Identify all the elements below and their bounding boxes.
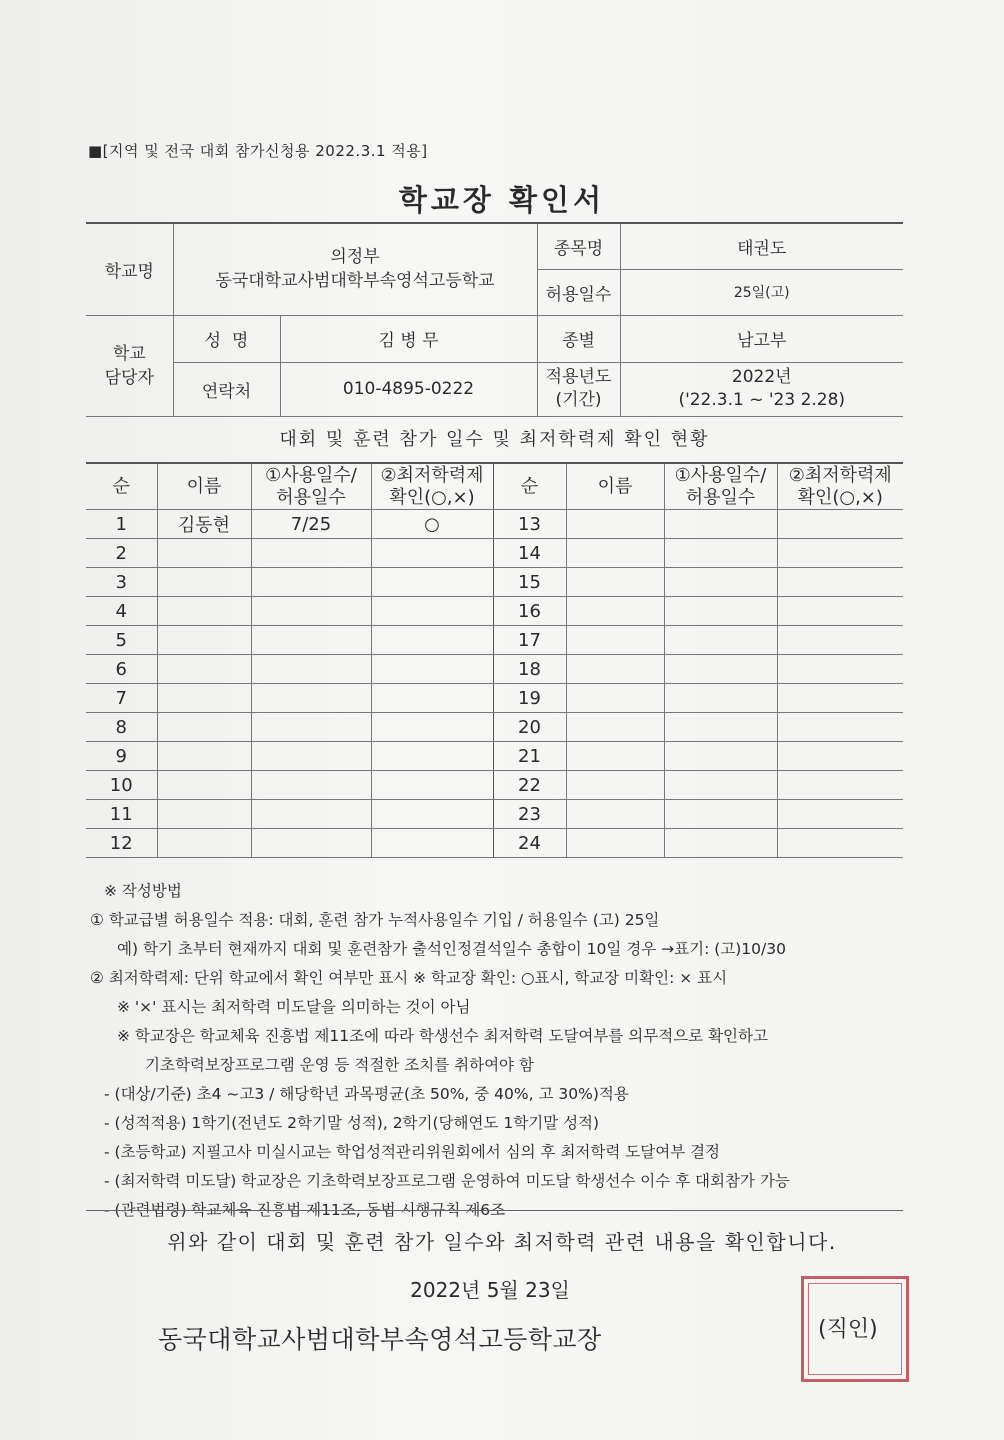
row-no-right: 21 <box>493 742 566 771</box>
row-check-left <box>371 771 493 800</box>
name-value: 김 병 무 <box>280 315 537 362</box>
col-check-right <box>777 463 903 510</box>
row-days-left <box>251 539 371 568</box>
row-check-left <box>371 713 493 742</box>
col-days-right-line1: ①사용일수/ <box>674 464 767 486</box>
row-name-right <box>566 742 664 771</box>
contact-value: 010-4895-0222 <box>280 362 537 416</box>
row-check-right <box>777 684 903 713</box>
row-no-left: 9 <box>86 742 157 771</box>
row-days-left <box>251 655 371 684</box>
row-name-left <box>157 597 251 626</box>
notes-heading: ※ 작성방법 <box>104 882 182 900</box>
note-line-2: 예) 학기 초부터 현재까지 대회 및 훈련참가 출석인정결석일수 총합이 10일 경우 →표기: (고)10/30 <box>117 940 786 958</box>
col-name-left: 이름 <box>157 463 251 510</box>
row-name-right <box>566 626 664 655</box>
apply-year-label <box>537 362 620 416</box>
row-no-left: 4 <box>86 597 157 626</box>
division-label: 종별 <box>537 315 620 362</box>
table-row <box>86 771 903 800</box>
note-line-3: ② 최저학력제: 단위 학교에서 확인 여부만 표시 ※ 학교장 확인: ○표시, 학교장 미확인: × 표시 <box>90 969 728 987</box>
note-line-9: - (초등학교) 지필고사 미실시교는 학업성적관리위원회에서 심의 후 최저학력 도달여부 결정 <box>104 1143 721 1161</box>
col-name-right: 이름 <box>566 463 664 510</box>
contact-label: 연락처 <box>173 362 280 416</box>
row-days-left <box>251 800 371 829</box>
row-name-left <box>157 713 251 742</box>
table-row <box>86 829 903 858</box>
row-days-left <box>251 684 371 713</box>
row-check-right <box>777 742 903 771</box>
row-days-right <box>664 771 777 800</box>
row-no-left: 3 <box>86 568 157 597</box>
writing-instructions <box>90 877 910 1225</box>
row-check-left <box>371 626 493 655</box>
row-days-right <box>664 597 777 626</box>
confirmation-statement: 위와 같이 대회 및 훈련 참가 일수와 최저학력 관련 내용을 확인합니다. <box>167 1230 837 1254</box>
seal-label: (직인) <box>818 1317 878 1342</box>
col-check-right-line1: ②최저학력제 <box>788 464 892 486</box>
row-name-left <box>157 800 251 829</box>
row-days-right <box>664 829 777 858</box>
table-row <box>86 800 903 829</box>
note-line-5: ※ 학교장은 학교체육 진흥법 제11조에 따라 학생선수 최저학력 도달여부를 의무적으로 확인하고 <box>117 1027 768 1045</box>
table-row <box>86 684 903 713</box>
col-check-left-line1: ②최저학력제 <box>380 464 484 486</box>
school-name-label: 학교명 <box>86 223 173 315</box>
row-days-right <box>664 539 777 568</box>
row-days-right <box>664 684 777 713</box>
row-name-right <box>566 800 664 829</box>
row-name-left <box>157 771 251 800</box>
row-check-right <box>777 597 903 626</box>
row-no-right: 15 <box>493 568 566 597</box>
row-name-left <box>157 742 251 771</box>
row-no-right: 22 <box>493 771 566 800</box>
row-no-right: 18 <box>493 655 566 684</box>
col-days-left-line1: ①사용일수/ <box>265 464 357 486</box>
school-manager-label <box>86 315 173 416</box>
note-line-6: 기초학력보장프로그램 운영 등 적절한 조치를 취하여야 함 <box>145 1056 534 1074</box>
row-days-right <box>664 568 777 597</box>
row-days-right <box>664 713 777 742</box>
row-name-right <box>566 539 664 568</box>
row-no-left: 6 <box>86 655 157 684</box>
row-check-left <box>371 597 493 626</box>
table-row <box>86 655 903 684</box>
col-days-right-line2: 허용일수 <box>685 486 756 508</box>
col-days-left-line2: 허용일수 <box>276 486 346 508</box>
col-check-left <box>371 463 493 510</box>
row-check-right <box>777 539 903 568</box>
row-check-right <box>777 829 903 858</box>
row-days-left <box>251 829 371 858</box>
row-name-right <box>566 713 664 742</box>
allowed-days-label: 허용일수 <box>537 269 620 315</box>
row-check-right <box>777 655 903 684</box>
manager-label-line2: 담당자 <box>104 367 154 388</box>
row-name-right <box>566 771 664 800</box>
name-label: 성 명 <box>173 315 280 362</box>
row-check-left <box>371 829 493 858</box>
row-check-right <box>777 771 903 800</box>
row-check-left <box>371 655 493 684</box>
note-line-10: - (최저학력 미도달) 학교장은 기초학력보장프로그램 운영하여 미도달 학생선수 이수 후 대회참가 가능 <box>104 1172 790 1190</box>
apply-year-label-line2: (기간) <box>555 390 602 410</box>
apply-year: 2022년 <box>731 367 792 387</box>
document-title: 학교장 확인서 <box>398 183 606 217</box>
apply-year-value <box>620 362 903 416</box>
col-check-right-line2: 확인(○,×) <box>797 486 883 508</box>
row-check-left <box>371 568 493 597</box>
row-days-right <box>664 800 777 829</box>
row-no-right: 13 <box>493 510 566 539</box>
apply-year-label-line1: 적용년도 <box>545 367 612 387</box>
row-days-left <box>251 626 371 655</box>
row-no-left: 7 <box>86 684 157 713</box>
table-row <box>86 597 903 626</box>
event-label: 종목명 <box>537 223 620 269</box>
note-line-7: - (대상/기준) 초4 ~고3 / 해당학년 과목평균(초 50%, 중 40%, 고 30%)적용 <box>104 1085 629 1103</box>
row-no-right: 17 <box>493 626 566 655</box>
row-no-left: 10 <box>86 771 157 800</box>
row-check-left: ○ <box>371 510 493 539</box>
row-days-left: 7/25 <box>251 510 371 539</box>
note-line-4: ※ '×' 표시는 최저학력 미도달을 의미하는 것이 아님 <box>117 998 471 1016</box>
row-days-right <box>664 626 777 655</box>
row-check-left <box>371 800 493 829</box>
row-days-right <box>664 742 777 771</box>
row-name-left <box>157 626 251 655</box>
note-line-1: ① 학교급별 허용일수 적용: 대회, 훈련 참가 누적사용일수 기입 / 허용일수 (고) 25일 <box>90 911 660 929</box>
issue-date: 2022년 5월 23일 <box>410 1278 570 1302</box>
footer-divider <box>86 1210 903 1211</box>
row-no-right: 14 <box>493 539 566 568</box>
row-name-left <box>157 829 251 858</box>
row-days-left <box>251 568 371 597</box>
row-no-right: 19 <box>493 684 566 713</box>
table-row <box>86 510 903 539</box>
row-check-left <box>371 539 493 568</box>
row-name-left <box>157 539 251 568</box>
row-no-right: 23 <box>493 800 566 829</box>
table-row <box>86 713 903 742</box>
row-name-right <box>566 829 664 858</box>
row-no-right: 16 <box>493 597 566 626</box>
row-name-right <box>566 655 664 684</box>
row-no-right: 20 <box>493 713 566 742</box>
row-days-left <box>251 713 371 742</box>
row-check-right <box>777 800 903 829</box>
row-name-left <box>157 655 251 684</box>
row-name-right <box>566 510 664 539</box>
row-no-left: 1 <box>86 510 157 539</box>
col-days-right <box>664 463 777 510</box>
school-full-name: 동국대학교사범대학부속영석고등학교 <box>215 271 495 292</box>
col-no-left: 순 <box>86 463 157 510</box>
apply-period: ('22.3.1 ~ '23 2.28) <box>678 390 846 410</box>
table-row <box>86 568 903 597</box>
row-no-left: 5 <box>86 626 157 655</box>
row-no-left: 2 <box>86 539 157 568</box>
table-row <box>86 539 903 568</box>
row-no-left: 11 <box>86 800 157 829</box>
participation-table <box>86 462 903 858</box>
row-name-left <box>157 568 251 597</box>
row-name-right <box>566 684 664 713</box>
row-no-right: 24 <box>493 829 566 858</box>
row-no-left: 8 <box>86 713 157 742</box>
row-check-right <box>777 626 903 655</box>
table-header-row <box>86 463 903 510</box>
row-check-right <box>777 510 903 539</box>
note-line-8: - (성적적용) 1학기(전년도 2학기말 성적), 2학기(당해연도 1학기말 성적) <box>104 1114 600 1132</box>
row-name-left: 김동현 <box>157 510 251 539</box>
school-region: 의정부 <box>330 247 380 268</box>
manager-label-line1: 학교 <box>112 343 146 364</box>
row-check-left <box>371 684 493 713</box>
col-days-left <box>251 463 371 510</box>
row-days-left <box>251 597 371 626</box>
form-usage-note: ■[지역 및 전국 대회 참가신청용 2022.3.1 적용] <box>88 142 428 160</box>
row-name-right <box>566 568 664 597</box>
table-row <box>86 626 903 655</box>
allowed-days-value: 25일(고) <box>620 269 903 315</box>
school-name-value <box>173 223 537 315</box>
row-check-right <box>777 568 903 597</box>
note-line-11: - (관련법령) 학교체육 진흥법 제11조, 동법 시행규칙 제6조 <box>104 1201 506 1219</box>
row-days-left <box>251 742 371 771</box>
row-check-left <box>371 742 493 771</box>
row-days-right <box>664 510 777 539</box>
section-title: 대회 및 훈련 참가 일수 및 최저학력제 확인 현황 <box>279 429 710 450</box>
info-table <box>86 222 903 417</box>
table-row <box>86 742 903 771</box>
row-days-right <box>664 655 777 684</box>
row-name-left <box>157 684 251 713</box>
row-no-left: 12 <box>86 829 157 858</box>
row-name-right <box>566 597 664 626</box>
division-value: 남고부 <box>620 315 903 362</box>
principal-title: 동국대학교사범대학부속영석고등학교장 <box>158 1325 602 1354</box>
col-check-left-line2: 확인(○,×) <box>389 486 475 508</box>
col-no-right: 순 <box>493 463 566 510</box>
row-check-right <box>777 713 903 742</box>
event-value: 태권도 <box>620 223 903 269</box>
row-days-left <box>251 771 371 800</box>
